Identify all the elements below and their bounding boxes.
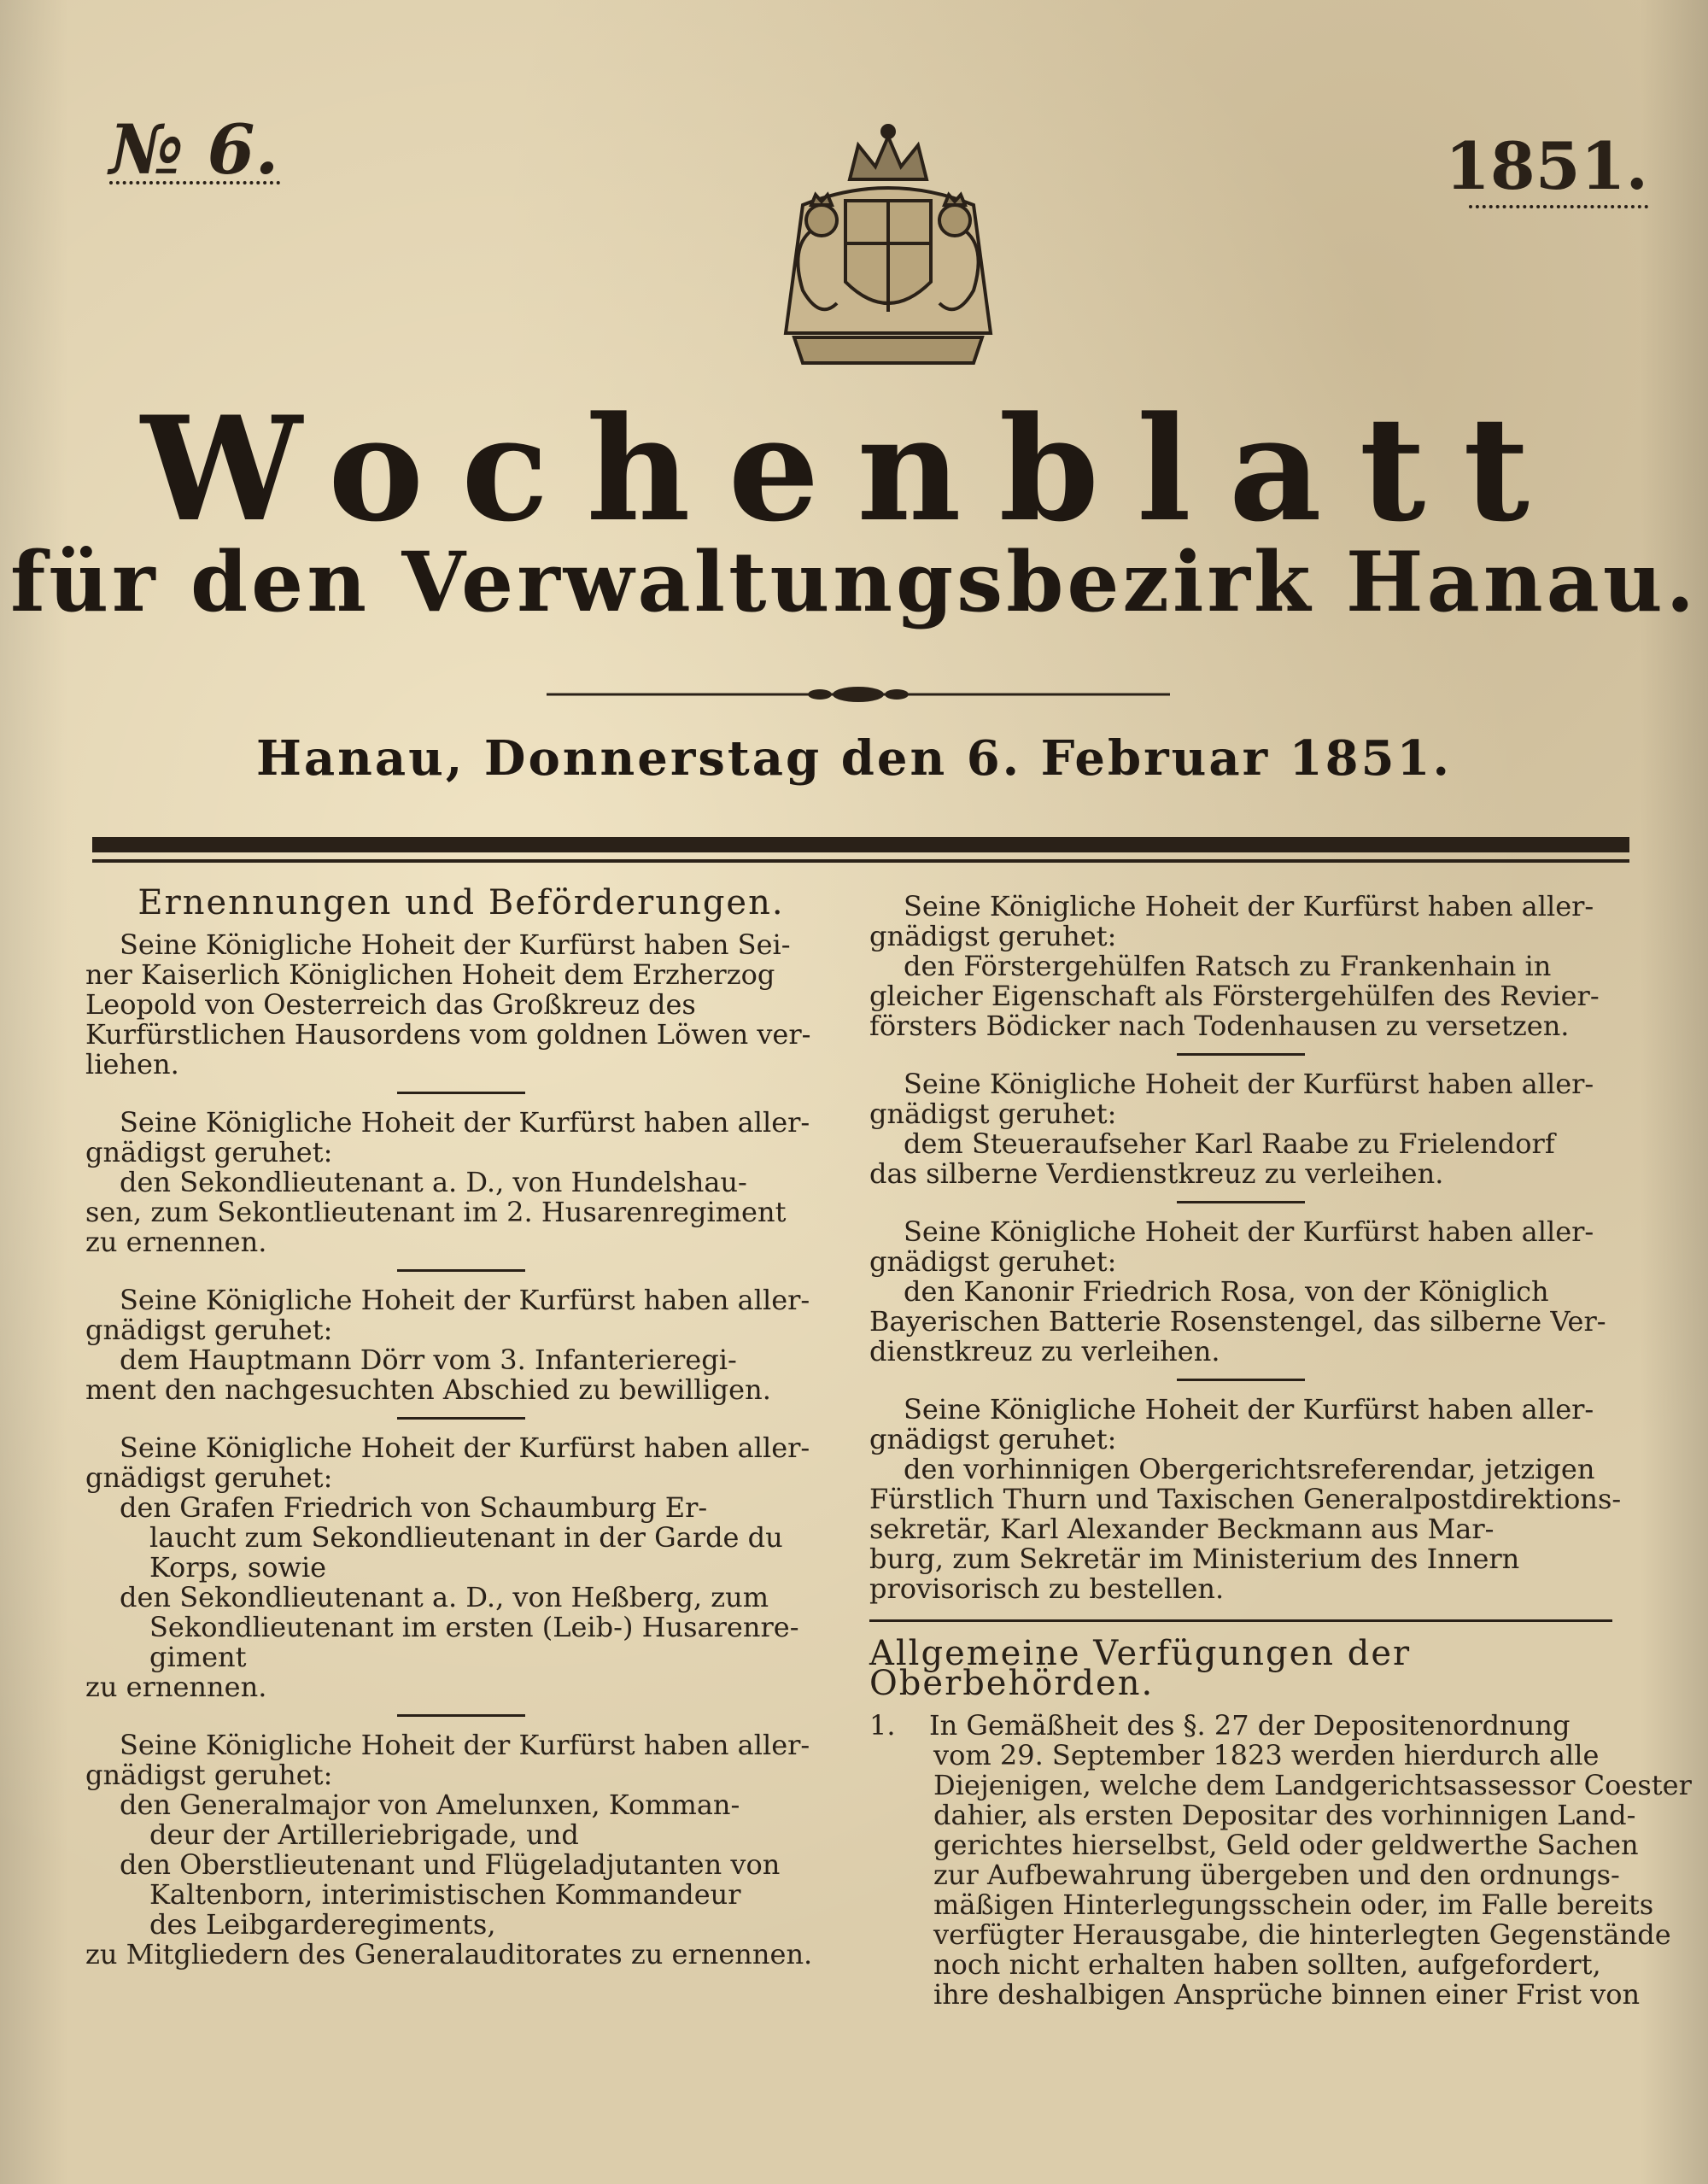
- announcement-paragraph: Seine Königliche Hoheit der Kurfürst haben aller- gnädigst geruhet: dem Steueraufseher Karl Raabe zu Frielendorf das silberne Verdienstkreuz zu verleihen.: [869, 1068, 1594, 1190]
- announcement-paragraph: Seine Königliche Hoheit der Kurfürst haben aller- gnädigst geruhet: den vorhinnigen Obergerichtsreferendar, jetzigen Fürstlich Thurn und Taxischen Generalpostdirektions- sekretär, Karl Alexander Beckmann aus Mar- burg, zum Sekretär im Ministerium des Innern provisorisch zu bestellen.: [869, 1393, 1622, 1605]
- section-rule: [869, 1619, 1612, 1622]
- ornamental-divider-icon: [547, 683, 1170, 706]
- paragraph-divider: [397, 1714, 525, 1717]
- paragraph-divider: [397, 1417, 525, 1420]
- masthead-rule-thin: [92, 859, 1629, 863]
- paragraph-divider: [1177, 1053, 1305, 1056]
- announcement-paragraph: Seine Königliche Hoheit der Kurfürst haben aller- gnädigst geruhet: den Grafen Friedrich von Schaumburg Er- laucht zum Sekondlieutenant in der Garde du Korps, sowie den Sekondlieutenant a. D., von Heßberg, zum Sekondlieutenant im ersten (Leib-) Husarenre- giment zu ernennen.: [85, 1432, 810, 1703]
- announcement-paragraph: Seine Königliche Hoheit der Kurfürst haben aller- gnädigst geruhet: dem Hauptmann Dörr vom 3. Infanterieregi- ment den nachgesuchten Abschied zu bewilligen.: [85, 1284, 810, 1406]
- item-number: 1.: [869, 1709, 896, 1742]
- ornamental-underline: [109, 181, 280, 191]
- announcement-paragraph: Seine Königliche Hoheit der Kurfürst haben Sei- ner Kaiserlich Königlichen Hoheit dem Erzherzog Leopold von Oesterreich das Großkreuz des Kurfürstlichen Hausordens vom goldnen Löwen ver- liehen.: [85, 928, 811, 1080]
- section-heading: Ernennungen und Beförderungen.: [137, 883, 785, 922]
- newspaper-title: Wochenblatt: [141, 384, 1567, 553]
- paragraph-divider: [1177, 1379, 1305, 1381]
- ornamental-underline: [1469, 205, 1648, 215]
- issue-number: № 6.: [109, 109, 279, 190]
- announcement-paragraph: Seine Königliche Hoheit der Kurfürst haben aller- gnädigst geruhet: den Förstergehülfen Ratsch zu Frankenhain in gleicher Eigenschaft als Förstergehülfen des Revier- försters Bödicker nach Todenhausen zu versetzen.: [869, 890, 1600, 1042]
- masthead-rule: [92, 837, 1629, 852]
- newspaper-subtitle: für den Verwaltungsbezirk Hanau.: [9, 534, 1699, 630]
- announcement-paragraph: Seine Königliche Hoheit der Kurfürst haben aller- gnädigst geruhet: den Generalmajor von Amelunxen, Komman- deur der Artilleriebrigade, und den Oberstlieutenant und Flügeladjutanten von Kaltenborn, interimistischen Kommandeur des Leibgarderegiments, zu Mitgliedern des Generalauditorates zu ernennen.: [85, 1729, 813, 1970]
- section-heading: Allgemeine Verfügungen der Oberbehörden.: [869, 1634, 1412, 1703]
- paragraph-divider: [397, 1269, 525, 1272]
- coat-of-arms-icon: [743, 120, 1033, 376]
- announcement-paragraph: Seine Königliche Hoheit der Kurfürst haben aller- gnädigst geruhet: den Sekondlieutenant a. D., von Hundelshau- sen, zum Sekontlieutenant im 2. Husarenregiment zu ernennen.: [85, 1106, 810, 1258]
- dateline: Hanau, Donnerstag den 6. Februar 1851.: [255, 730, 1452, 787]
- right-column: [869, 880, 1692, 2011]
- left-column: [85, 880, 837, 1970]
- issue-year: 1851.: [1445, 128, 1648, 204]
- announcement-paragraph: Seine Königliche Hoheit der Kurfürst haben aller- gnädigst geruhet: den Kanonir Friedrich Rosa, von der Königlich Bayerischen Batterie Rosenstengel, das silberne Ver- dienstkreuz zu verleihen.: [869, 1215, 1606, 1367]
- numbered-notice: 1. In Gemäßheit des §. 27 der Depositenordnung vom 29. September 1823 werden hierdurch alle Diejenigen, welche dem Landgerichtsassessor Coester dahier, als ersten Depositar des vorhinnigen Land- gerichtes hierselbst, Geld oder geldwerthe Sachen zur Aufbewahrung übergeben und den ordnungs- mäßigen Hinterlegungsschein oder, im Falle bereits verfügter Herausgabe, die hinterlegten Gegenstände noch nicht erhalten haben sollten, aufgefordert, ihre deshalbigen Ansprüche binnen einer Frist von: [869, 1709, 1692, 2011]
- paragraph-divider: [1177, 1201, 1305, 1203]
- paragraph-divider: [397, 1092, 525, 1094]
